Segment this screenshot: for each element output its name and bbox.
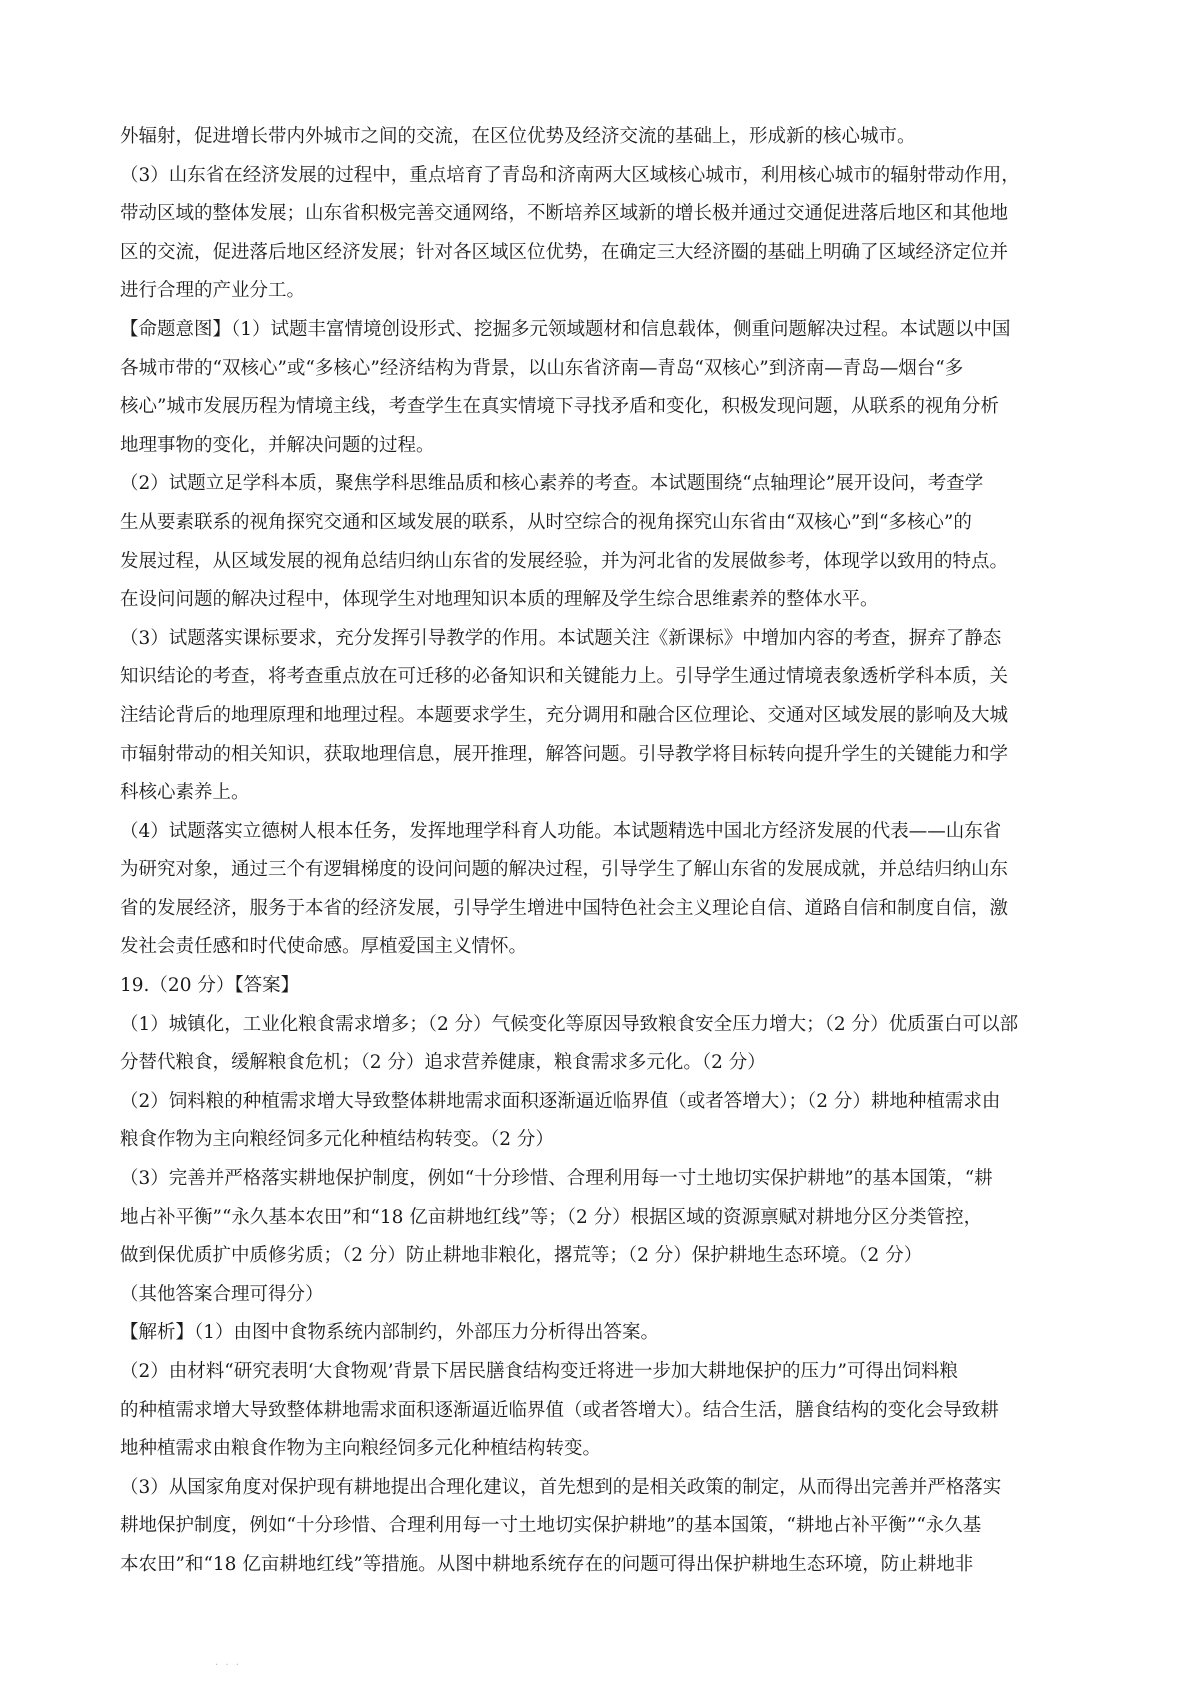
text-line: 发社会责任感和时代使命感。厚植爱国主义情怀。 bbox=[120, 936, 528, 958]
text-line: 在设问问题的解决过程中，体现学生对地理知识本质的理解及学生综合思维素养的整体水平。 bbox=[120, 589, 879, 611]
text-line: 进行合理的产业分工。 bbox=[120, 280, 306, 302]
text-line: 分替代粮食，缓解粮食危机；（2 分）追求营养健康，粮食需求多元化。（2 分） bbox=[120, 1052, 766, 1074]
document-body bbox=[120, 118, 1100, 1585]
text-line: 粮食作物为主向粮经饲多元化种植结构转变。（2 分） bbox=[120, 1129, 554, 1151]
text-line: 发展过程，从区域发展的视角总结归纳山东省的发展经验，并为河北省的发展做参考，体现学以致用的特点。 bbox=[120, 550, 1009, 572]
text-line: 本农田”和“18 亿亩耕地红线”等措施。从图中耕地系统存在的问题可得出保护耕地生态环境，防止耕地非 bbox=[120, 1553, 974, 1575]
text-line: 为研究对象，通过三个有逻辑梯度的设问问题的解决过程，引导学生了解山东省的发展成就，并总结归纳山东 bbox=[120, 859, 1009, 881]
text-line: 科核心素养上。 bbox=[120, 782, 250, 804]
footer-mark: · · · bbox=[215, 1660, 241, 1671]
text-line: 省的发展经济，服务于本省的经济发展，引导学生增进中国特色社会主义理论自信、道路自信和制度自信，激 bbox=[120, 897, 1009, 919]
text-line: 地占补平衡”“永久基本农田”和“18 亿亩耕地红线”等；（2 分）根据区域的资源禀赋对耕地分区分类管控， bbox=[120, 1206, 983, 1228]
text-line: 各城市带的“双核心”或“多核心”经济结构为背景，以山东省济南—青岛“双核心”到济南—青岛—烟台“多 bbox=[120, 357, 964, 379]
text-line: 生从要素联系的视角探究交通和区域发展的联系，从时空综合的视角探究山东省由“双核心”到“多核心”的 bbox=[120, 511, 972, 533]
text-line: 区的交流，促进落后地区经济发展；针对各区域区位优势，在确定三大经济圈的基础上明确了区域经济定位并 bbox=[120, 241, 1009, 263]
text-line: 耕地保护制度，例如“十分珍惜、合理利用每一寸土地切实保护耕地”的基本国策，“耕地占补平衡”“永久基 bbox=[120, 1515, 982, 1537]
text-line: 市辐射带动的相关知识，获取地理信息，展开推理，解答问题。引导教学将目标转向提升学生的关键能力和学 bbox=[120, 743, 1009, 765]
text-line: 地种植需求由粮食作物为主向粮经饲多元化种植结构转变。 bbox=[120, 1438, 602, 1460]
text-line: （3）山东省在经济发展的过程中，重点培育了青岛和济南两大区域核心城市，利用核心城市的辐射带动作用， bbox=[120, 164, 1020, 186]
question-heading-line: 19.（20 分）【答案】 bbox=[120, 975, 300, 997]
text-line: 核心”城市发展历程为情境主线，考查学生在真实情境下寻找矛盾和变化，积极发现问题，从联系的视角分析 bbox=[120, 396, 999, 418]
text-line: 外辐射，促进增长带内外城市之间的交流，在区位优势及经济交流的基础上，形成新的核心城市。 bbox=[120, 126, 916, 147]
text-line: （4）试题落实立德树人根本任务，发挥地理学科育人功能。本试题精选中国北方经济发展的代表——山东省 bbox=[120, 820, 1002, 842]
text-line: 知识结论的考查，将考查重点放在可迁移的必备知识和关键能力上。引导学生通过情境表象透析学科本质，关 bbox=[120, 666, 1009, 688]
text-line: （2）由材料“研究表明‘大食物观’背景下居民膳食结构变迁将进一步加大耕地保护的压力”可得出饲料粮 bbox=[120, 1361, 958, 1382]
text-line: 地理事物的变化，并解决问题的过程。 bbox=[120, 434, 435, 456]
text-line: （2）饲料粮的种植需求增大导致整体耕地需求面积逐渐逼近临界值（或者答增大）；（2 分）耕地种植需求由 bbox=[120, 1090, 1001, 1112]
section-heading-line: 【解析】（1）由图中食物系统内部制约，外部压力分析得出答案。 bbox=[120, 1322, 660, 1344]
text-line: （3）从国家角度对保护现有耕地提出合理化建议，首先想到的是相关政策的制定，从而得出完善并严格落实 bbox=[120, 1476, 1002, 1498]
text-line: 带动区域的整体发展；山东省积极完善交通网络，不断培养区域新的增长极并通过交通促进落后地区和其他地 bbox=[120, 203, 1009, 225]
text-line: （2）试题立足学科本质，聚焦学科思维品质和核心素养的考查。本试题围绕“点轴理论”展开设问，考查学 bbox=[120, 473, 984, 495]
text-line: （3）完善并严格落实耕地保护制度，例如“十分珍惜、合理利用每一寸土地切实保护耕地”的基本国策，“耕 bbox=[120, 1168, 993, 1190]
text-line: （其他答案合理可得分） bbox=[120, 1283, 324, 1305]
section-heading-line: 【命题意图】（1）试题丰富情境创设形式、挖掘多元领域题材和信息载体，侧重问题解决过程。本试题以中国 bbox=[120, 318, 1011, 340]
text-line: （1）城镇化，工业化粮食需求增多；（2 分）气候变化等原因导致粮食安全压力增大；（2 分）优质蛋白可以部 bbox=[120, 1013, 1019, 1035]
text-line: 的种植需求增大导致整体耕地需求面积逐渐逼近临界值（或者答增大）。结合生活，膳食结构的变化会导致耕 bbox=[120, 1399, 999, 1421]
text-line: 做到保优质扩中质修劣质；（2 分）防止耕地非粮化，撂荒等；（2 分）保护耕地生态环境。（2 分） bbox=[120, 1245, 923, 1267]
text-line: 注结论背后的地理原理和地理过程。本题要求学生，充分调用和融合区位理论、交通对区域发展的影响及大城 bbox=[120, 704, 1009, 726]
text-line: （3）试题落实课标要求，充分发挥引导教学的作用。本试题关注《新课标》中增加内容的考查，摒弃了静态 bbox=[120, 627, 1002, 649]
